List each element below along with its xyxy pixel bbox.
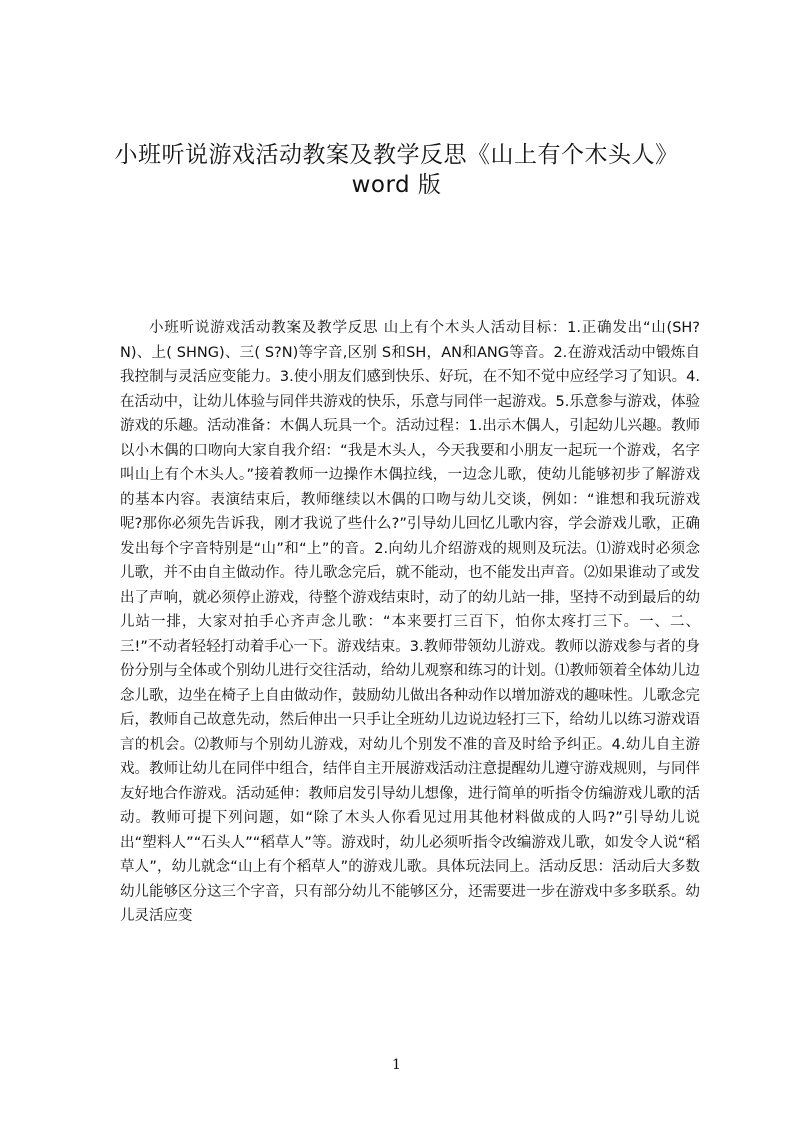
page-number: 1 [392,1057,401,1073]
document-body-paragraph: 小班听说游戏活动教案及教学反思 山上有个木头人活动目标：1.正确发出“山(SH?N)、上( SHNG)、三( S?N)等字音,区别 S和SH，AN和ANG等音。2.在游戏活动中锻炼自我控制与灵活应变能力。3.使小朋友们感到快乐、好玩，在不知不觉中应经学习了知识。4.在活动中，让幼儿体验与同伴共游戏的快乐，乐意与同伴一起游戏。5.乐意参与游戏，体验游戏的乐趣。活动准备：木偶人玩具一个。活动过程：1.出示木偶人，引起幼儿兴趣。教师以小木偶的口吻向大家自我介绍：“我是木头人，今天我要和小朋友一起玩一个游戏，名字叫山上有个木头人。”接着教师一边操作木偶拉线，一边念儿歌，使幼儿能够初步了解游戏的基本内容。表演结束后，教师继续以木偶的口吻与幼儿交谈，例如：“谁想和我玩游戏呢?那你必须先告诉我，刚才我说了些什么?”引导幼儿回忆儿歌内容，学会游戏儿歌，正确发出每个字音特别是“山”和“上”的音。2.向幼儿介绍游戏的规则及玩法。⑴游戏时必须念儿歌，并不由自主做动作。待儿歌念完后，就不能动，也不能发出声音。⑵如果谁动了或发出了声响，就必须停止游戏，待整个游戏结束时，动了的幼儿站一排，坚持不动到最后的幼儿站一排，大家对拍手心齐声念儿歌：“本来要打三百下，怕你太疼打三下。一、二、三!”不动者轻轻打动着手心一下。游戏结束。3.教师带领幼儿游戏。教师以游戏参与者的身份分别与全体或个别幼儿进行交往活动，给幼儿观察和练习的计划。⑴教师领着全体幼儿边念儿歌，边坐在椅子上自由做动作，鼓励幼儿做出各种动作以增加游戏的趣味性。儿歌念完后，教师自己故意先动，然后伸出一只手让全班幼儿边说边轻打三下，给幼儿以练习游戏语言的机会。⑵教师与个别幼儿游戏，对幼儿个别发不准的音及时给予纠正。4.幼儿自主游戏。教师让幼儿在同伴中组合，结伴自主开展游戏活动注意提醒幼儿遵守游戏规则，与同伴友好地合作游戏。活动延伸：教师启发引导幼儿想像，进行简单的听指令仿编游戏儿歌的活动。教师可提下列问题，如“除了木头人你看见过用其他材料做成的人吗?”引导幼儿说出“塑料人”“石头人”“稻草人”等。游戏时，幼儿必须听指令改编游戏儿歌，如发令人说“稻草人”，幼儿就念“山上有个稻草人”的游戏儿歌。具体玩法同上。活动反思：活动后大多数幼儿能够区分这三个字音，只有部分幼儿不能够区分，还需要进一步在游戏中多多联系。幼儿灵活应变 [120,320,700,924]
document-title: 小班听说游戏活动教案及教学反思《山上有个木头人》word 版 [114,142,679,198]
